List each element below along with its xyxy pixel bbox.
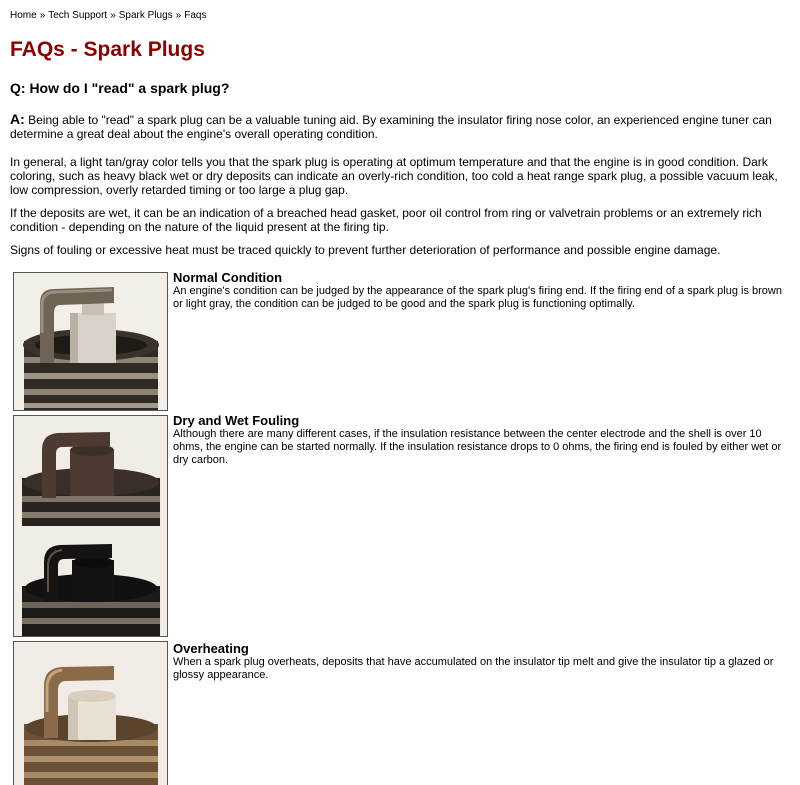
breadcrumb	[10, 10, 206, 21]
breadcrumb-tech-support-link[interactable]: Tech Support	[48, 10, 108, 21]
condition-description: An engine's condition can be judged by the appearance of the spark plug's firing end. If the firing end of a spark plug is brown or light gray, the condition can be judged to be good and the spark plug is functioning optimally.	[173, 285, 782, 310]
breadcrumb-separator: »	[39, 10, 46, 21]
breadcrumb-separator: »	[175, 10, 182, 21]
answer-paragraph-1	[10, 112, 793, 141]
condition-overheating	[173, 641, 788, 682]
breadcrumb-current-faqs: Faqs	[184, 10, 207, 21]
answer-label: A:	[10, 111, 25, 127]
fouling-photos	[13, 415, 168, 637]
answer-intro-text: Being able to "read" a spark plug can be a valuable tuning aid. By examining the insulator firing nose color, an experienced engine tuner can determine a great deal about the engine's overall operating condition.	[10, 113, 772, 141]
condition-normal	[173, 270, 788, 311]
page-title: FAQs - Spark Plugs	[10, 38, 205, 61]
faq-question: Q: How do I "read" a spark plug?	[10, 80, 230, 96]
spark-plug-overheating-image	[14, 642, 167, 785]
answer-paragraph-3: If the deposits are wet, it can be an indication of a breached head gasket, poor oil control from ring or valvetrain problems or an extremely rich condition - depending on the nature of the liquid present at the firing tip.	[10, 206, 762, 234]
answer-paragraph-4: Signs of fouling or excessive heat must be traced quickly to prevent further deterioration of performance and possible engine damage.	[10, 243, 721, 257]
spark-plug-normal-image	[14, 273, 167, 410]
overheating-photo	[13, 641, 168, 785]
breadcrumb-home-link[interactable]: Home	[10, 10, 37, 21]
condition-title: Overheating	[173, 641, 249, 656]
condition-description: When a spark plug overheats, deposits that have accumulated on the insulator tip melt and give the insulator tip a glazed or glossy appearance.	[173, 656, 774, 681]
breadcrumb-spark-plugs-link[interactable]: Spark Plugs	[118, 10, 173, 21]
condition-dry-wet-fouling	[173, 413, 788, 467]
breadcrumb-separator: »	[110, 10, 116, 21]
spark-plug-dry-fouling-image	[14, 416, 167, 636]
answer-paragraph-2: In general, a light tan/gray color tells you that the spark plug is operating at optimum temperature and that the engine is in good condition. Dark coloring, such as heavy black wet or dry deposits can indicate an overly-rich condition, too cold a heat range spark plug, a possible vacuum leak, low compression, overly retarded timing or too large a plug gap.	[10, 155, 778, 197]
condition-title: Dry and Wet Fouling	[173, 413, 300, 428]
condition-description: Although there are many different cases, if the insulation resistance between the center electrode and the shell is over 10 ohms, the engine can be started normally. If the insulation resistance drops to 0 ohms, the firing end is fouled by either wet or dry carbon.	[173, 428, 782, 466]
normal-condition-photo	[13, 272, 168, 411]
condition-title: Normal Condition	[173, 270, 283, 285]
